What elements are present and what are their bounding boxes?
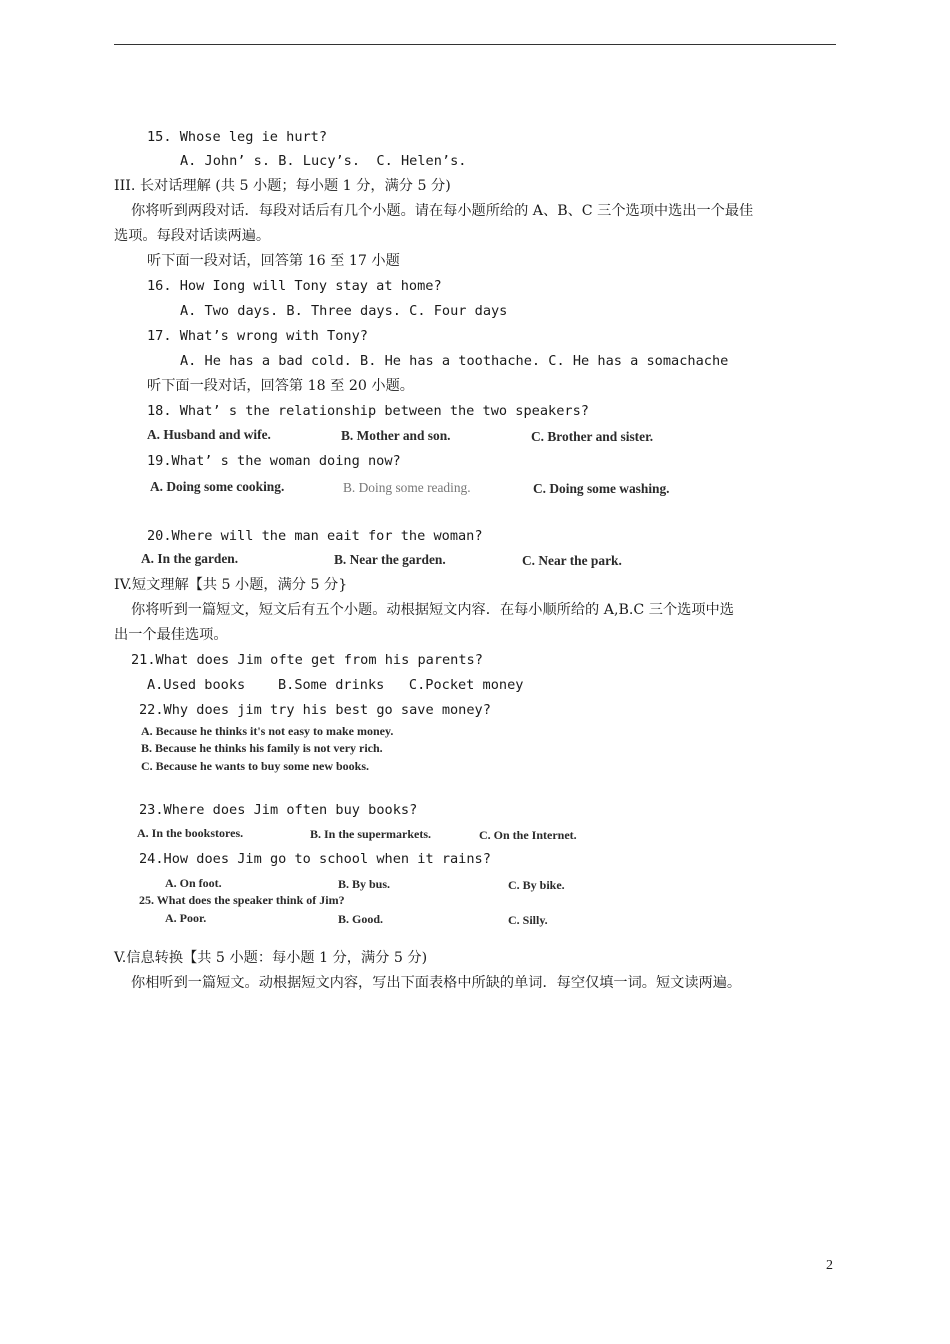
- question-22-option-b: B. Because he thinks his family is not very rich.: [141, 741, 383, 755]
- section-3-header: III. 长对话理解 (共 5 小题；每小题 1 分，满分 5 分): [114, 178, 451, 194]
- question-18-option-a: A. Husband and wife.: [147, 427, 271, 442]
- question-21-options: A.Used books B.Some drinks C.Pocket money: [147, 677, 524, 693]
- question-24-option-c: C. By bike.: [508, 878, 565, 892]
- question-25-option-b: B. Good.: [338, 912, 384, 926]
- question-20-stem: 20.Where will the man eait for the woman?: [147, 528, 483, 544]
- question-23-stem: 23.Where does Jim often buy books?: [139, 802, 418, 818]
- question-22-stem: 22.Why does jim try his best go save money?: [139, 702, 491, 718]
- question-15-stem: 15. Whose leg ie hurt?: [147, 129, 328, 145]
- question-16-options: A. Two days. B. Three days. C. Four days: [180, 303, 508, 319]
- question-22-option-a: A. Because he thinks it's not easy to make money.: [141, 724, 394, 738]
- section-5-header: V.信息转换【共 5 小题：每小题 1 分，满分 5 分): [114, 950, 428, 966]
- question-18-option-b: B. Mother and son.: [341, 428, 451, 443]
- section-3-instructions-line-2: 选项。每段对话读两遍。: [114, 228, 271, 244]
- question-24-stem: 24.How does Jim go to school when it rains?: [139, 851, 491, 867]
- question-20-option-a: A. In the garden.: [141, 551, 239, 566]
- question-23-option-b: B. In the supermarkets.: [310, 827, 432, 841]
- question-24-option-b: B. By bus.: [338, 877, 391, 891]
- question-16-stem: 16. How Iong will Tony stay at home?: [147, 278, 442, 294]
- question-21-stem: 21.What does Jim ofte get from his parents?: [131, 652, 483, 668]
- question-25-option-a: A. Poor.: [165, 911, 207, 925]
- question-19-option-a: A. Doing some cooking.: [150, 479, 285, 494]
- question-19-stem: 19.What’ s the woman doing now?: [147, 453, 401, 469]
- question-23-option-a: A. In the bookstores.: [137, 826, 244, 840]
- section-4-instructions-line-1: 你将听到一篇短文，短文后有五个小题。动根据短文内容．在每小顺所给的 A,B.C 三个选项中选: [131, 602, 734, 618]
- question-17-options: A. He has a bad cold. B. He has a toothache. C. He has a somachache: [180, 353, 729, 369]
- question-17-stem: 17. What’s wrong with Tony?: [147, 328, 368, 344]
- question-19-option-c: C. Doing some washing.: [533, 481, 670, 496]
- question-18-option-c: C. Brother and sister.: [531, 429, 654, 444]
- question-20-option-b: B. Near the garden.: [334, 552, 446, 567]
- question-24-option-a: A. On foot.: [165, 876, 222, 890]
- question-19-option-b: B. Doing some reading.: [343, 480, 471, 495]
- dialogue-2-prompt: 听下面一段对话，回答第 18 至 20 小题。: [147, 378, 414, 394]
- section-3-instructions-line-1: 你将听到两段对话．每段对话后有几个小题。请在每小题所给的 A、B、C 三个选项中选出一个最佳: [131, 203, 754, 219]
- page-number: 2: [826, 1258, 833, 1273]
- question-22-option-c: C. Because he wants to buy some new books.: [141, 759, 370, 773]
- question-15-options: A. John’ s. B. Lucy’s. C. Helen’s.: [180, 153, 467, 169]
- question-25-option-c: C. Silly.: [508, 913, 548, 927]
- question-23-option-c: C. On the Internet.: [479, 828, 577, 842]
- header-rule: [114, 44, 836, 45]
- dialogue-1-prompt: 听下面一段对话，回答第 16 至 17 小题: [147, 253, 400, 269]
- section-4-header: IV.短文理解【共 5 小题，满分 5 分}: [114, 577, 348, 593]
- question-25-stem: 25. What does the speaker think of Jim?: [139, 893, 345, 907]
- question-20-option-c: C. Near the park.: [522, 553, 622, 568]
- section-4-instructions-line-2: 出一个最佳选项。: [114, 627, 228, 643]
- question-18-stem: 18. What’ s the relationship between the two speakers?: [147, 403, 589, 419]
- section-5-instructions: 你相听到一篇短文。动根据短文内容，写出下面表格中所缺的单词．每空仅填一词。短文读两遍。: [131, 975, 742, 991]
